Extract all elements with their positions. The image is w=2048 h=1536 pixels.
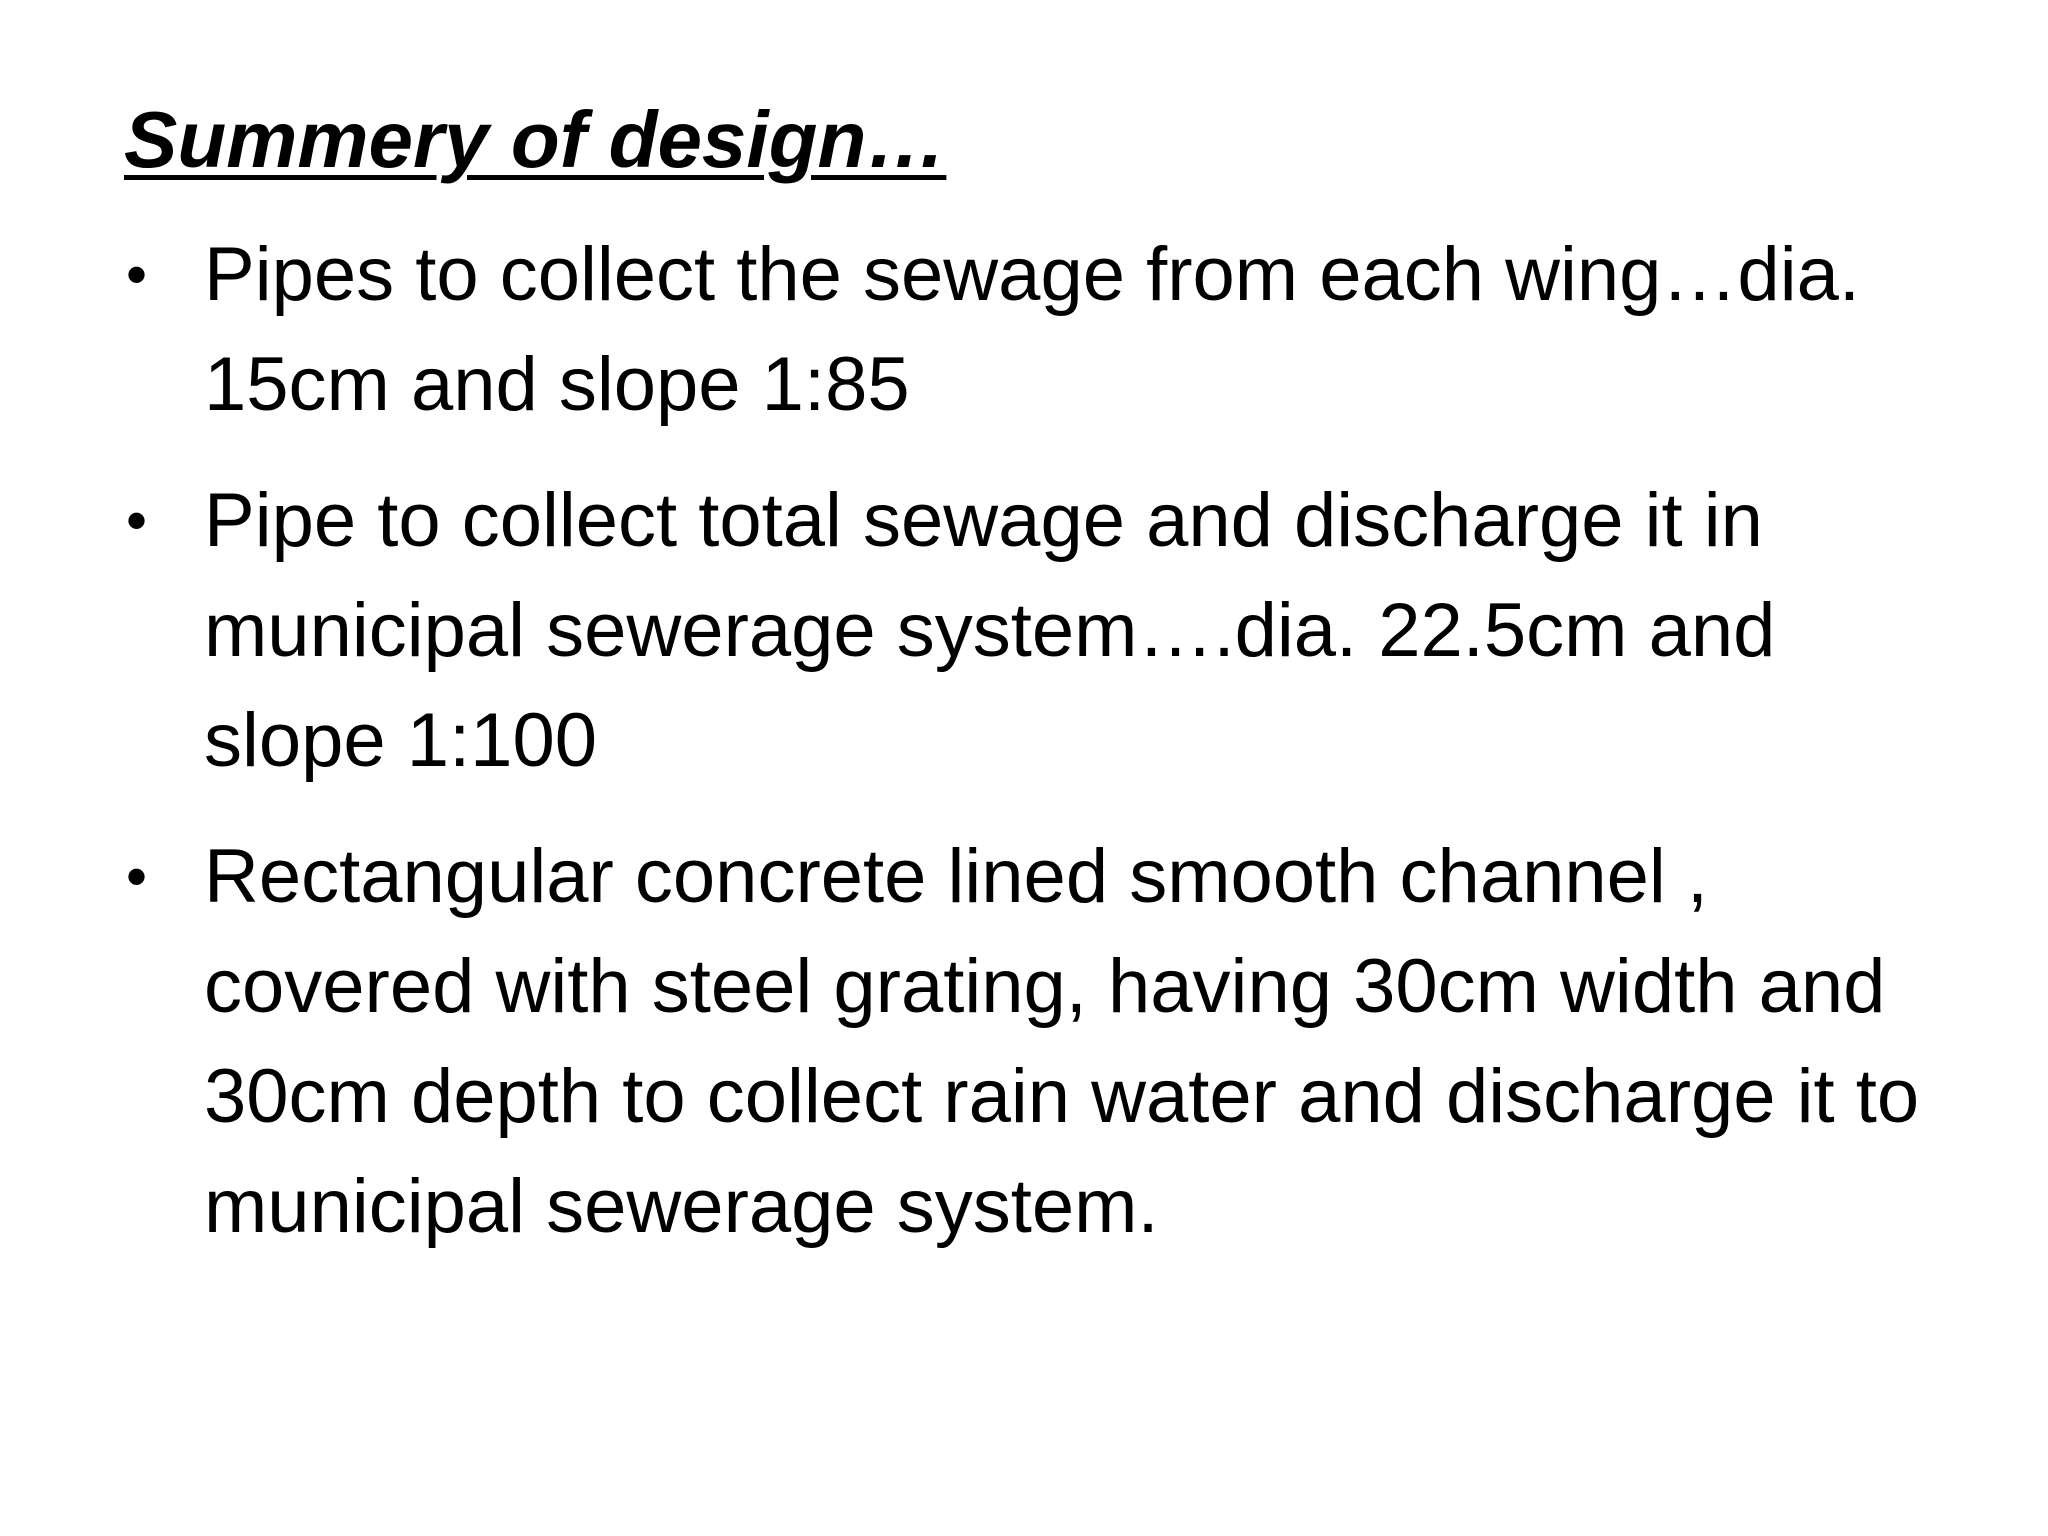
bullet-dot-icon: • — [126, 241, 148, 308]
bullet-dot-icon: • — [126, 487, 148, 554]
bullet-list — [124, 220, 1964, 1288]
bullet-dot-icon: • — [126, 843, 148, 910]
bullet-text: Rectangular concrete lined smooth channel , covered with steel grating, having 30cm width and 30cm depth to collect rain water and discharge it to municipal sewerage system. — [204, 834, 1920, 1249]
bullet-text: Pipes to collect the sewage from each wing…dia. 15cm and slope 1:85 — [204, 232, 1860, 427]
slide-title: Summery of design… — [124, 95, 947, 184]
bullet-item — [124, 220, 1964, 440]
bullet-item — [124, 822, 1964, 1262]
bullet-item — [124, 466, 1964, 796]
bullet-text: Pipe to collect total sewage and discharge it in municipal sewerage system….dia. 22.5cm and slope 1:100 — [204, 478, 1776, 783]
